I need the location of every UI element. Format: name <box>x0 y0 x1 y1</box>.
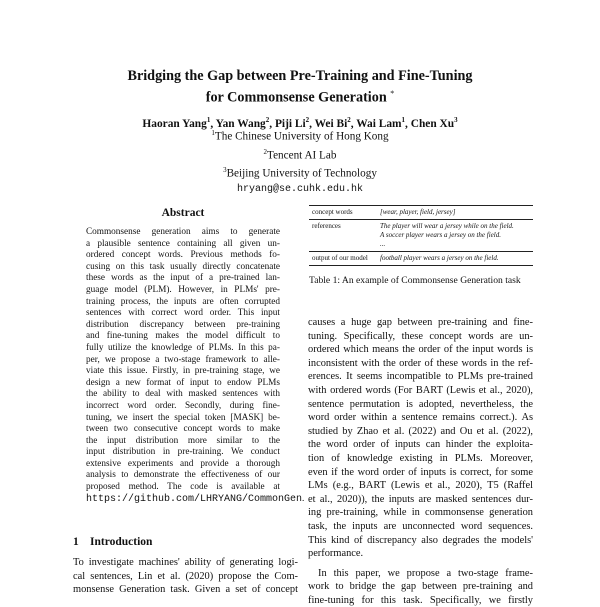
body-line: fine-tuning for this task. Specifically, we firstly <box>308 594 533 606</box>
author-affiliation-mark: 2 <box>305 116 310 124</box>
abstract-line: sentences with correct word order. This input <box>86 308 280 319</box>
paragraph <box>308 567 533 607</box>
abstract-line: analysis to demonstrate the effectiveness of our <box>86 470 280 481</box>
author-name: Chen Xu <box>410 117 455 130</box>
body-line: performance. <box>308 548 364 560</box>
abstract-line: viate this issue. Firstly, in pre-training stage, we <box>86 366 280 377</box>
table-value: The player will wear a jersey while on the field. A soccer player wears a jersey on the field. ... <box>377 220 533 252</box>
body-line: tuning. Specifically, these concept words are un- <box>308 330 533 342</box>
title-footnote-mark: * <box>390 89 395 98</box>
body-line: tion of knowledge existing in PLMs. Moreover, <box>308 452 533 464</box>
author-name: Wei Bi <box>314 117 348 130</box>
table-key: output of our model <box>309 252 377 266</box>
body-line: LMs (e.g., BART (Lewis et al., 2020), T5 (Raffel <box>308 480 533 492</box>
introduction-body <box>73 556 298 597</box>
author-name: Wai Lam <box>356 117 402 130</box>
abstract-line: these words as the input of a pre-trained lan- <box>86 273 280 284</box>
abstract-line: distribution discrepancy between pre-training <box>86 319 280 330</box>
abstract-line: guage model (PLM). However, in PLMs' pre- <box>86 284 280 295</box>
affiliation-block <box>0 126 600 197</box>
body-line: word order within a sentence remains correct.). As <box>308 412 533 424</box>
section-heading <box>73 536 298 548</box>
abstract-line: proposed method. The code is available at <box>86 482 280 493</box>
abstract-line: fully utilize the knowledge of PLMs. In this pa- <box>86 342 280 353</box>
table-caption: Table 1: An example of Commonsense Generation task <box>309 275 521 286</box>
body-line: ordered which means the order of the input words is <box>308 344 533 356</box>
abstract-line: input distribution in pre-training. We conduct <box>86 447 280 458</box>
table-key: concept words <box>309 206 377 220</box>
affiliation: $^1$The Chinese University of Hong Kong <box>211 129 389 143</box>
abstract-line: Commonsense generation aims to generate <box>86 227 280 237</box>
author-affiliation-mark: 1 <box>206 116 211 124</box>
table-key: references <box>309 220 377 252</box>
abstract-heading: Abstract <box>161 207 205 219</box>
abstract-line: training process, the inputs are often corrupted <box>86 296 280 307</box>
section-number: 1 <box>73 536 79 548</box>
body-line: studied by Zhao et al. (2022) and Ou et al. (2022), <box>308 425 533 437</box>
body-line: erences. It seems incompatible to PLMs pre-trained <box>308 371 533 383</box>
author-list: Haoran Yang$^1$, Yan Wang$^2$, Piji Li$^2$, Wei Bi$^2$, Wai Lam$^1$, Chen Xu$^3$ <box>142 116 458 130</box>
affiliation: $^3$Beijing University of Technology <box>223 166 377 181</box>
author-affiliation-mark: 1 <box>401 116 406 124</box>
abstract-line: per, we propose a two-stage framework to alle- <box>86 354 280 365</box>
body-line: In this paper, we propose a two-stage frame- <box>318 567 533 579</box>
body-line: inconsistent with the order of these words in the ref- <box>308 357 533 369</box>
table-row <box>309 220 533 252</box>
body-line: the word order of inputs can hinder the exploita- <box>308 439 533 451</box>
title-line-2: for Commonsense Generation <box>205 89 387 106</box>
right-column-text <box>308 316 533 607</box>
title-line-1: Bridging the Gap between Pre-Training and Fine-Tuning <box>127 68 473 84</box>
body-line: causes a huge gap between pre-training and fine- <box>308 317 533 328</box>
abstract-body: Commonsense generation aims to generate a plausible sentence containing all given un- ordered concept words. Previous methods fo- cusing on this task usually directly concatenate these words as the input of a pre-trained lan- guage model (PLM). However, in PLMs' pre- training process, the inputs are often corrupted sentences with correct word order. This input distribution discrepancy between pre-training and fine-tuning makes the model difficult to fully utilize the knowledge of PLMs. In this pa- per, we propose a two-stage framework to alle- viate this issue. Firstly, in pre-training stage, we design a new format of input to endow PLMs the ability to deal with masked sentences with incorrect word order. Secondly, during fine- tuning, we insert the special token [MASK] be- tween two consecutive concept words to make the input distribution more similar to the input distribution in pre-training. We conduct extensive experiments and provide a thorough analysis to demonstrate the effectiveness of our proposed method. The code is available at https://github.com/LHRYANG/CommonGen. <box>86 227 305 505</box>
paragraph <box>308 316 533 561</box>
intro-line: To investigate machines' ability of generating logi- <box>73 557 298 568</box>
author-affiliation-mark: 2 <box>347 116 351 124</box>
abstract-line: tuning, we insert the special token [MASK] be- <box>86 412 280 423</box>
author-email: hryang@se.cuhk.edu.hk <box>236 184 364 196</box>
body-line: ing pre-training, while in commonsense generation <box>308 507 533 519</box>
table-row <box>309 252 533 266</box>
author-name: Haoran Yang <box>142 117 207 130</box>
example-table <box>309 205 533 266</box>
abstract-line: the ability to deal with masked sentences with <box>86 389 280 400</box>
abstract-line: and fine-tuning makes the model difficult to <box>86 331 280 342</box>
intro-line: cal sentences, Lin et al. (2020) propose the Com- <box>73 570 298 582</box>
abstract-line: cusing on this task usually directly concatenate <box>86 261 280 272</box>
abstract-line: ordered concept words. Previous methods fo- <box>86 250 280 261</box>
abstract-line: a plausible sentence containing all given un- <box>86 238 280 249</box>
body-line: et al., 2020)), the inputs are masked sentences dur- <box>308 493 533 505</box>
abstract-line: design a new format of input to endow PLMs <box>86 377 280 388</box>
body-line: task, the inputs are unconnected word sequences. <box>308 520 533 532</box>
body-line: with ordered words (For BART (Lewis et al., 2020), <box>308 384 533 396</box>
body-line: even if the word order of inputs is correct, for some <box>308 466 533 478</box>
paper-title <box>0 68 600 107</box>
author-name: Yan Wang <box>215 117 266 130</box>
abstract-line: the input distribution more similar to the <box>86 435 280 446</box>
abstract-line: incorrect word order. Secondly, during fine- <box>86 400 280 411</box>
section-title: Introduction <box>90 536 153 548</box>
body-line: work to bridge the gap between pre-training and <box>308 581 533 593</box>
body-line: This kind of discrepancy also degrades the models' <box>308 534 533 546</box>
abstract-line: tween two consecutive concept words to make <box>86 424 280 435</box>
intro-line: monsense Generation task. Given a set of concept <box>73 584 298 596</box>
table-row <box>309 206 533 220</box>
author-affiliation-mark: 3 <box>454 116 458 124</box>
affiliation: $^2$Tencent AI Lab <box>263 147 337 162</box>
body-line: sentence permutation is adopted, nevertheless, the <box>308 398 533 410</box>
code-link[interactable]: https://github.com/LHRYANG/CommonGen <box>86 493 303 505</box>
abstract-line: extensive experiments and provide a thorough <box>86 458 280 469</box>
author-name: Piji Li <box>274 117 306 130</box>
table-value: football player wears a jersey on the field. <box>377 252 533 266</box>
table-value: [wear, player, field, jersey] <box>377 206 533 220</box>
author-affiliation-mark: 2 <box>265 116 270 124</box>
